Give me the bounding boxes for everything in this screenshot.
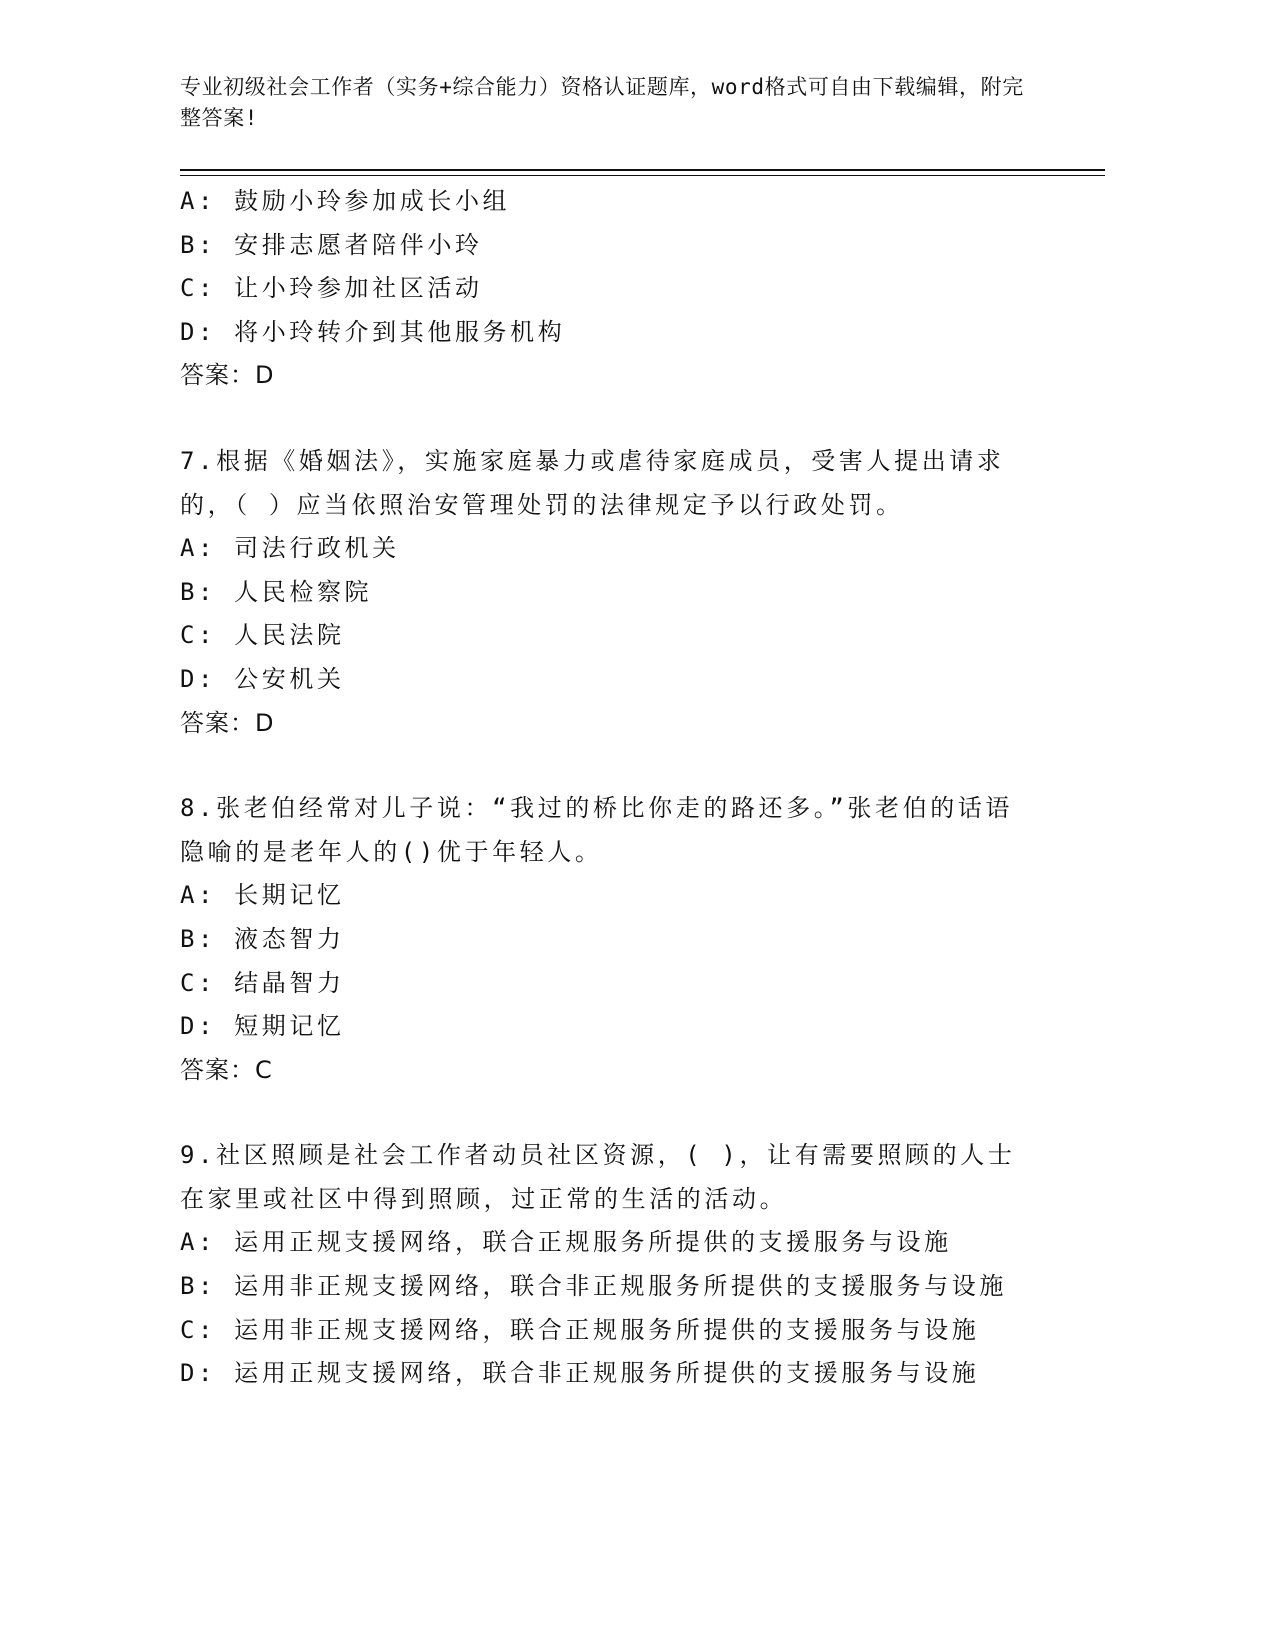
option-d: D: 公安机关: [180, 664, 345, 693]
option-a: A: 鼓励小玲参加成长小组: [180, 187, 511, 215]
option-b: B: 安排志愿者陪伴小玲: [180, 230, 483, 259]
option-b: B: 运用非正规支援网络，联合非正规服务所提供的支援服务与设施: [180, 1272, 1007, 1301]
question-block-8: [180, 787, 1040, 1092]
question-text: 7.根据《婚姻法》，实施家庭暴力或虐待家庭成员，受害人提出请求的，（ ）应当依照治安管理处罚的法律规定予以行政处罚。: [180, 446, 1005, 519]
option-b: B: 液态智力: [180, 924, 345, 953]
option-c: C: 让小玲参加社区活动: [180, 274, 483, 303]
option-d: D: 将小玲转介到其他服务机构: [180, 317, 566, 346]
option-b: B: 人民检察院: [180, 577, 373, 606]
option-c: C: 结晶智力: [180, 968, 345, 997]
option-a: A: 司法行政机关: [180, 534, 400, 563]
answer: 答案：D: [180, 361, 275, 390]
option-c: C: 人民法院: [180, 621, 345, 650]
question-list: [180, 180, 1040, 1396]
answer: 答案：D: [180, 708, 275, 737]
header-divider-thin: [180, 175, 1105, 176]
question-block-7: [180, 440, 1040, 745]
question-block-9: [180, 1134, 1040, 1396]
question-block-6: [180, 180, 1040, 398]
question-text: 8.张老伯经常对儿子说：“我过的桥比你走的路还多。”张老伯的话语隐喻的是老年人的()优于年轻人。: [180, 794, 1013, 866]
option-a: A: 运用正规支援网络，联合正规服务所提供的支援服务与设施: [180, 1228, 952, 1257]
question-text: 9.社区照顾是社会工作者动员社区资源，( )，让有需要照顾的人士在家里或社区中得到照顾，过正常的生活的活动。: [180, 1141, 1016, 1213]
option-a: A: 长期记忆: [180, 881, 345, 910]
document-header: 专业初级社会工作者（实务+综合能力）资格认证题库，word格式可自由下载编辑，附完整答案!: [180, 75, 1024, 130]
option-c: C: 运用非正规支援网络，联合正规服务所提供的支援服务与设施: [180, 1315, 980, 1344]
header-divider-thick: [180, 169, 1105, 171]
option-d: D: 短期记忆: [180, 1012, 345, 1041]
answer: 答案：C: [180, 1055, 273, 1084]
option-d: D: 运用正规支援网络，联合非正规服务所提供的支援服务与设施: [180, 1359, 980, 1388]
